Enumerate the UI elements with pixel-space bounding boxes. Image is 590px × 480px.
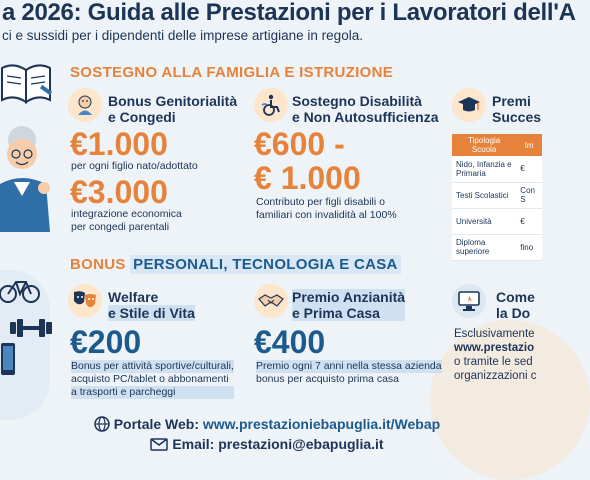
amount-disabilita-line2: € 1.000	[254, 160, 361, 196]
amount-welfare: €200	[70, 324, 142, 360]
grandmother-illustration-icon	[0, 122, 52, 232]
table-row: Nido, Infanzia e Primaria €	[452, 156, 542, 182]
footer-email	[0, 436, 534, 454]
card-heading-come: Come la Do	[496, 289, 535, 321]
footer-web: Portale Web: www.prestazioniebapuglia.it/Webap	[0, 416, 534, 435]
baby-icon	[68, 88, 102, 122]
desc-congedi: integrazione economica per congedi parentali	[71, 208, 182, 233]
page-title: a 2026: Guida alle Prestazioni per i Lavoratori dell'A	[2, 0, 576, 26]
open-book-icon	[0, 58, 52, 106]
table-header-tipologia: Tipologia Scuola	[452, 134, 516, 156]
card-heading-disabilita: Sostegno Disabilità e Non Autosufficienza	[292, 93, 439, 125]
amount-disabilita-line1: €600 -	[254, 126, 345, 162]
table-row: Università €	[452, 208, 542, 234]
section-title-bonus: BONUS PERSONALI, TECNOLOGIA E CASA	[70, 256, 401, 273]
card-heading-anzianita: Premio Anzianità e Prima Casa	[292, 289, 406, 321]
handshake-icon	[254, 284, 288, 318]
card-heading-genitorialita: Bonus Genitorialità e Congedi	[108, 93, 238, 125]
premi-table	[452, 134, 542, 261]
bicycle-icon	[0, 272, 40, 304]
amount-congedi: €3.000	[70, 174, 168, 210]
section-title-famiglia: SOSTEGNO ALLA FAMIGLIA E ISTRUZIONE	[70, 64, 394, 81]
wheelchair-icon	[254, 88, 288, 122]
amount-anzianita: €400	[254, 324, 326, 360]
graduation-cap-icon	[452, 88, 486, 122]
theater-masks-icon	[68, 284, 102, 318]
amount-genitorialita: €1.000	[70, 126, 168, 162]
computer-icon	[452, 284, 486, 318]
desc-welfare: Bonus per attività sportive/culturali, acquisto PC/tablet o abbonamenti a trasporti e parcheggi	[71, 360, 234, 398]
table-row: Diploma superiore fino	[452, 234, 542, 260]
globe-icon	[94, 416, 110, 435]
card-heading-premi: Premi Succes	[492, 93, 542, 125]
envelope-icon	[150, 438, 168, 454]
desc-anzianita: Premio ogni 7 anni nella stessa azienda bonus per acquisto prima casa	[256, 360, 442, 385]
dumbbell-icon	[10, 318, 52, 338]
desc-come: Esclusivamente www.prestazio o tramite le sed organizzazioni c	[454, 328, 537, 382]
web-portal-link[interactable]: www.prestazioniebapuglia.it/Webap	[202, 416, 441, 432]
desc-disabilita: Contributo per figli disabili o familiari con invalidità al 100%	[256, 196, 397, 221]
table-row: Testi Scolastici Con S	[452, 182, 542, 208]
tablet-icon	[0, 342, 16, 376]
email-link[interactable]: Email: prestazioni@ebapuglia.it	[172, 436, 384, 452]
page-subtitle: ci e sussidi per i dipendenti delle imprese artigiane in regola.	[2, 28, 363, 43]
table-header-importo: Im	[516, 134, 542, 156]
card-heading-welfare: Welfare e Stile di Vita	[108, 289, 195, 321]
desc-genitorialita: per ogni figlio nato/adottato	[71, 160, 198, 172]
